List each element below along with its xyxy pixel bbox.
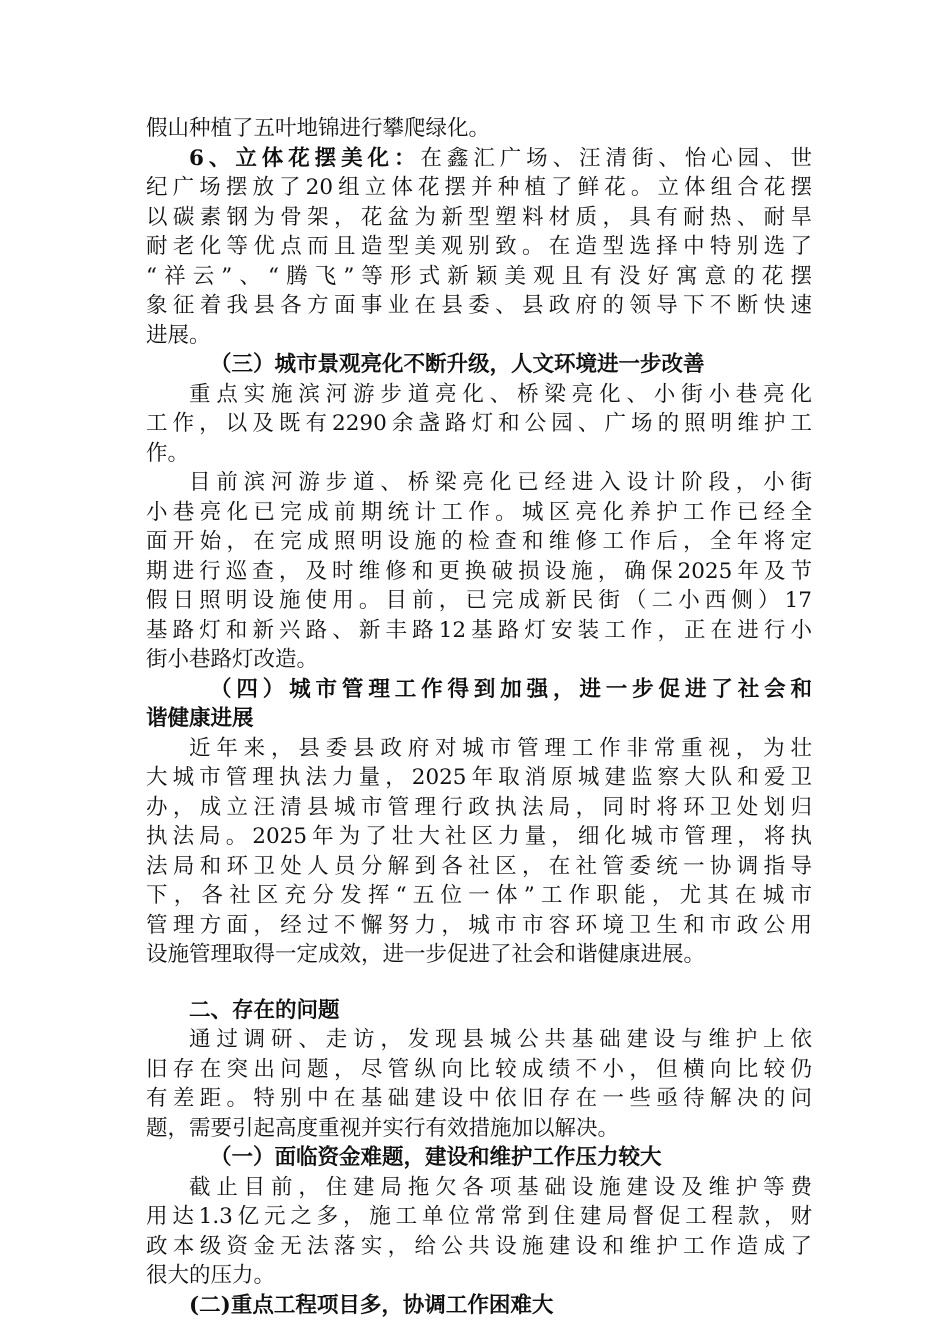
paragraph-line: 有差距。特别中在基础建设中依旧存在一些亟待解决的问 — [146, 1086, 812, 1111]
paragraph-line: 政本级资金无法落实，给公共设施建设和维护工作造成了 — [146, 1233, 812, 1259]
paragraph-line: 小巷亮化已完成前期统计工作。城区亮化养护工作已经全 — [146, 499, 812, 525]
paragraph-line: 重点实施滨河游步道亮化、桥梁亮化、小街小巷亮化 — [189, 381, 812, 407]
paragraph-line: 象征着我县各方面事业在县委、县政府的领导下不断快速 — [146, 293, 812, 318]
chapter-heading: 二、存在的问题 — [189, 997, 340, 1023]
item-heading: 6、立体花摆美化： — [189, 145, 421, 171]
paragraph-line: 作。 — [146, 440, 190, 466]
paragraph-line: 管理方面，经过不懈努力，城市市容环境卫生和市政公用 — [146, 912, 812, 938]
paragraph-line: 截止目前，住建局拖欠各项基础设施建设及维护等费 — [189, 1174, 812, 1200]
paragraph-line: 很大的压力。 — [146, 1263, 276, 1288]
paragraph-line: 近年来，县委县政府对城市管理工作非常重视，为壮 — [189, 735, 812, 761]
paragraph-line: 面开始，在完成照明设施的检查和维修工作后，全年将定 — [146, 529, 812, 554]
paragraph-line: 执法局。2025年为了壮大社区力量，细化城市管理，将执 — [146, 824, 812, 849]
section-heading-continued: 谐健康进展 — [146, 706, 254, 731]
paragraph-line: 期进行巡查，及时维修和更换破损设施，确保2025年及节 — [146, 558, 812, 584]
section-heading: （四）城市管理工作得到加强，进一步促进了社会和 — [210, 676, 812, 702]
paragraph-line: 旧存在突出问题，尽管纵向比较成绩不小，但横向比较仍 — [146, 1056, 812, 1082]
section-heading: (二)重点工程项目多，协调工作困难大 — [189, 1292, 554, 1318]
paragraph-line: “祥云”、“腾飞”等形式新颖美观且有没好寓意的花摆 — [146, 263, 812, 289]
paragraph-line: 以碳素钢为骨架，花盆为新型塑料材质，具有耐热、耐旱 — [146, 204, 812, 230]
paragraph-line: 通过调研、走访，发现县城公共基础建设与维护上依 — [189, 1027, 812, 1052]
paragraph-line: 耐老化等优点而且造型美观别致。在造型选择中特别选了 — [146, 234, 812, 259]
paragraph-line: 题，需要引起高度重视并实行有效措施加以解决。 — [146, 1115, 620, 1141]
paragraph-line: 街小巷路灯改造。 — [146, 647, 319, 672]
paragraph-line: 下，各社区充分发挥“五位一体”工作职能，尤其在城市 — [146, 883, 812, 908]
paragraph-line — [146, 144, 812, 174]
section-heading: （三）城市景观亮化不断升级，人文环境进一步改善 — [210, 352, 705, 377]
paragraph-line: 用达1.3亿元之多，施工单位常常到住建局督促工程款，财 — [146, 1204, 812, 1229]
paragraph-line: 纪广场摆放了20组立体花摆并种植了鲜花。立体组合花摆 — [146, 175, 812, 200]
paragraph-line: 假日照明设施使用。目前，已完成新民街（二小西侧）17 — [146, 588, 812, 613]
section-heading: （一）面临资金难题，建设和维护工作压力较大 — [210, 1145, 662, 1170]
paragraph-line: 目前滨河游步道、桥梁亮化已经进入设计阶段，小街 — [189, 470, 812, 495]
paragraph-line: 大城市管理执法力量，2025年取消原城建监察大队和爱卫 — [146, 765, 812, 790]
paragraph-line: 工作，以及既有2290余盏路灯和公园、广场的照明维护工 — [146, 411, 812, 436]
paragraph-line: 办，成立汪清县城市管理行政执法局，同时将环卫处划归 — [146, 794, 812, 820]
document-body — [146, 114, 812, 1320]
paragraph-line: 法局和环卫处人员分解到各社区，在社管委统一协调指导 — [146, 853, 812, 879]
paragraph-line: 假山种植了五叶地锦进行攀爬绿化。 — [146, 116, 491, 141]
blank-line — [146, 970, 812, 996]
paragraph-line: 设施管理取得一定成效，进一步促进了社会和谐健康进展。 — [146, 942, 706, 967]
paragraph-line: 进展。 — [146, 322, 211, 348]
paragraph-line: 基路灯和新兴路、新丰路12基路灯安装工作，正在进行小 — [146, 617, 812, 643]
item-text: 在鑫汇广场、汪清街、怡心园、世 — [420, 145, 812, 171]
